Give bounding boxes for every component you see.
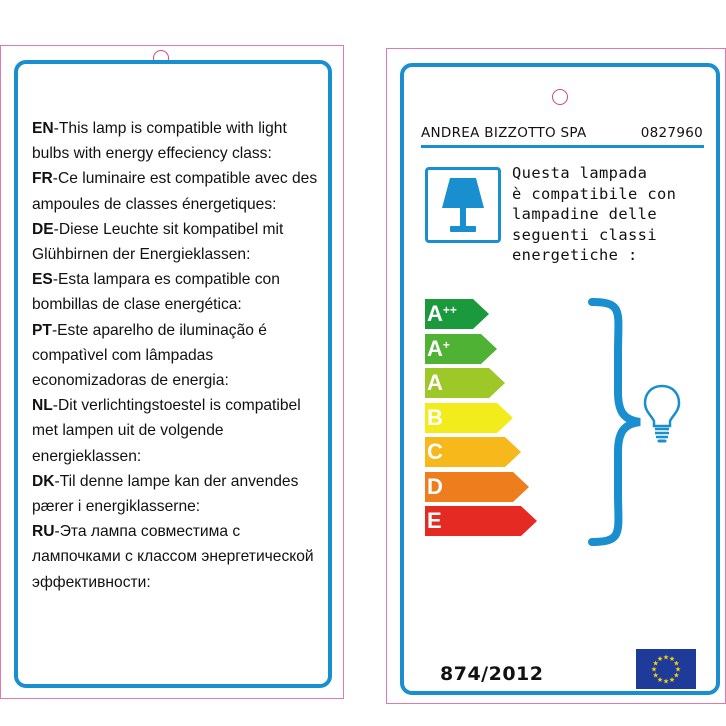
eu-star: ★ [668, 656, 676, 664]
language-text: -Ce luminaire est compatible avec des ampoules de classes énergetiques: [32, 170, 318, 213]
multilingual-text [32, 116, 328, 595]
energy-class-label: A [427, 370, 443, 395]
compat-line: Questa lampada [512, 164, 648, 182]
divider [421, 145, 704, 148]
compat-line: energetiche : [512, 246, 638, 265]
language-text: -Эта лампа совместима с лампочками с классом энергетической эффективности: [32, 523, 314, 591]
energy-class-arrow [425, 403, 513, 433]
energy-class-arrow [425, 472, 529, 502]
language-code: RU [32, 523, 55, 541]
language-entry-de [32, 217, 328, 267]
eu-star: ★ [674, 666, 682, 674]
compatibility-text [512, 163, 712, 266]
label-frame [400, 63, 720, 695]
energy-label-card [386, 48, 726, 704]
language-entry-en [32, 116, 328, 166]
energy-class-arrow [425, 437, 521, 467]
energy-class-label: A+ [427, 335, 450, 361]
light-bulb-icon [642, 382, 682, 446]
language-entry-pt [32, 318, 328, 394]
eu-star: ★ [652, 660, 659, 668]
language-text: -Til denne lampe kan der anvendes pærer i energiklasserne: [32, 472, 299, 516]
language-text: -Diese Leuchte sit kompatibel mit Glühbirnen der Energieklassen: [32, 220, 284, 264]
eu-star: ★ [656, 656, 664, 664]
eu-star: ★ [673, 672, 680, 680]
energy-class-label: A++ [427, 301, 457, 326]
eu-star: ★ [650, 666, 658, 674]
eu-flag-icon [636, 649, 696, 689]
language-entry-dk [32, 469, 328, 519]
language-entry-fr [32, 166, 328, 216]
company-name: ANDREA BIZZOTTO SPA [421, 125, 587, 141]
hang-hole [552, 89, 568, 105]
language-code: EN [32, 120, 54, 137]
language-code: DE [32, 220, 54, 238]
compat-line: lampadine delle [512, 205, 657, 224]
language-entry-nl [32, 393, 328, 469]
energy-class-arrow [425, 506, 537, 536]
label-frame [14, 60, 332, 688]
regulation-number: 874/2012 [440, 663, 544, 685]
energy-class-arrow [425, 299, 489, 329]
energy-class-label: D [427, 473, 443, 499]
eu-star: ★ [652, 672, 659, 680]
language-text: -Este aparelho de iluminação é compatìvel com lâmpadas economizadoras de energia: [32, 321, 267, 390]
brand-line [421, 125, 703, 141]
eu-star: ★ [668, 676, 676, 684]
product-code: 0827960 [640, 125, 703, 141]
language-code: DK [32, 472, 55, 490]
table-lamp-icon [425, 167, 501, 243]
eu-star: ★ [662, 654, 670, 662]
language-text: -Dit verlichtingstoestel is compatibel met lampen uit de volgende energieklassen: [32, 397, 301, 465]
energy-class-arrow [425, 334, 497, 364]
energy-class-arrow [425, 368, 505, 398]
language-entry-ru [32, 519, 328, 595]
language-code: NL [32, 397, 53, 415]
eu-star: ★ [673, 660, 680, 668]
compat-line: seguenti classi [512, 225, 657, 244]
multilingual-label-card [0, 45, 344, 699]
eu-star: ★ [656, 676, 664, 684]
energy-class-label: E [427, 508, 442, 533]
energy-class-label: C [427, 439, 443, 464]
eu-star: ★ [662, 678, 670, 686]
language-code: FR [32, 170, 53, 188]
language-text: -Esta lampara es compatible con bombillas de clase energética: [32, 271, 280, 314]
energy-class-label: B [427, 404, 443, 430]
language-code: PT [32, 321, 52, 339]
compat-line: è compatibile con [512, 184, 677, 203]
language-entry-es [32, 267, 328, 317]
language-text: -This lamp is compatible with light bulbs with energy effeciency class: [32, 120, 287, 163]
language-code: ES [32, 271, 53, 289]
